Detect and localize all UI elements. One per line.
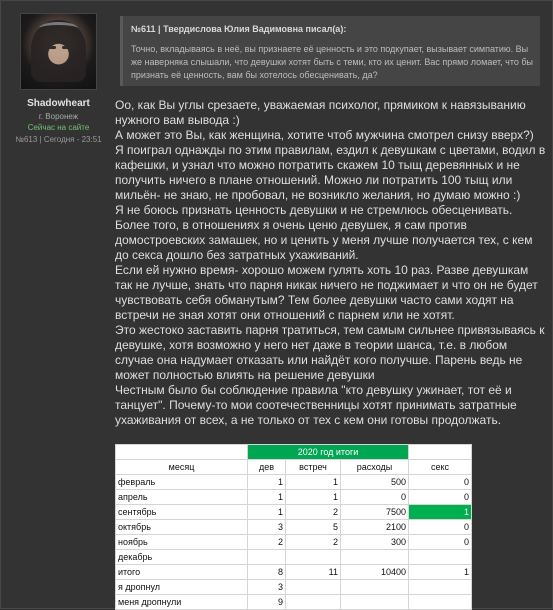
table-cell [248,550,286,565]
table-cell: 0 [341,490,409,505]
table-cell-highlight: 1 [409,505,472,520]
table-cell [286,580,341,595]
table-cell: 1 [286,475,341,490]
post-paragraph: Я поиграл однажды по этим правилам, ездил к девушкам с цветами, водил в кафешки, и узнал что можно потратить скажем 10 тыщ деревянных и не получить ничего в плане отношений. Можно ли потратить 100 тыщ или мильён- не знаю, не пробовал, не возникло желания, но думаю можно :) [115,143,546,202]
table-cell [409,595,472,610]
table-cell: 3 [248,520,286,535]
table-row [116,565,472,580]
table-cell: 2 [286,505,341,520]
post-paragraph: Я не боюсь признать ценность девушки и не стремлюсь обесценивать. [115,203,513,217]
table-cell: 7500 [341,505,409,520]
user-panel [7,9,110,144]
table-cell: сентябрь [116,505,248,520]
header-girls: дев [248,460,286,475]
table-cell: 2100 [341,520,409,535]
table-empty-cell [409,445,472,460]
table-cell: 1 [248,490,286,505]
table-cell: апрель [116,490,248,505]
quote-text: Точно, вкладываясь в неё, вы признаете её ценность и это подкупает, вызывает симпатию. Вы же наверняка слышали, что девушки хотят быть с теми, кто их ценит. Вас прямо ломает, что бы признать её ценность, вам бы хотелось обесценивать, да? [131,44,533,80]
header-month: месяц [116,460,248,475]
table-cell: 1 [286,490,341,505]
table-row [116,475,472,490]
table-cell: 2 [286,535,341,550]
table-cell: 9 [248,595,286,610]
table-row [116,490,472,505]
summary-table [115,444,472,610]
table-cell: ноябрь [116,535,248,550]
table-row [116,580,472,595]
avatar-eye-left [49,46,56,49]
table-cell: 3 [248,580,286,595]
table-cell: 0 [409,520,472,535]
table-cell: 0 [409,535,472,550]
table-cell [286,595,341,610]
username[interactable]: Shadowheart [27,98,90,109]
post-paragraph: Если ей нужно время- хорошо можем гулять хоть 10 раз. Разве девушкам так не лучше, знать что парня никак ничего не поджимает и что он не будет чувствовать себя обманутым? Тем более девушки часто сами ходят на встречи не зная хотят они отношений с парнем или не хотят. [115,263,538,322]
table-empty-cell [116,445,248,460]
table-cell: февраль [116,475,248,490]
table-title: 2020 год итоги [248,445,409,460]
table-cell: 5 [286,520,341,535]
avatar-crown [39,22,78,35]
table-cell: 500 [341,475,409,490]
table-cell: октябрь [116,520,248,535]
table-row [116,505,472,520]
table-cell: я дропнул [116,580,248,595]
post-paragraph: Это жестоко заставить парня тратиться, тем самым сильнее привязываясь к девушке, хотя возможно у него нет даже в теории шанса, т.е. в любом случае она надумает отказать или найдёт кого получше. Парень ведь не может полностью влиять на решение девушки [115,323,545,382]
table-row [116,550,472,565]
post-meta: №613 | Сегодня - 23:51 [15,135,102,144]
user-location: г. Воронеж [38,112,79,121]
table-header-row [116,460,472,475]
table-cell: 1 [409,565,472,580]
post-paragraph: А может это Вы, как женщина, хотите чтоб мужчина смотрел снизу вверх?) [115,128,534,142]
table-row [116,520,472,535]
table-cell [341,595,409,610]
user-status: Сейчас на сайте [27,123,90,132]
table-cell: итого [116,565,248,580]
table-cell: 0 [409,475,472,490]
table-cell: 1 [248,475,286,490]
table-cell: 11 [286,565,341,580]
post-paragraph: Честным было бы соблюдение правила "кто девушку ужинает, тот её и танцует". Почему-то мои соотечественницы хотят принимать затратные ухаживания от всех, а не только от тех с кем они готовы продолжать. [115,383,517,427]
avatar-eye-right [62,46,69,49]
header-expenses: расходы [341,460,409,475]
table-cell: 2 [248,535,286,550]
quote-header[interactable]: №611 | Твердислова Юлия Вадимовна писал(а): [131,24,347,34]
header-sex: секс [409,460,472,475]
table-cell [409,580,472,595]
post-paragraph: Оо, как Вы углы срезаете, уважаемая психолог, прямиком к навязыванию нужного вам вывода :) [115,98,526,127]
quoted-message [120,16,540,86]
table-cell [341,580,409,595]
table-cell [286,550,341,565]
table-row [116,595,472,610]
table-row [116,535,472,550]
table-cell [409,550,472,565]
table-cell: 1 [248,505,286,520]
post-paragraph: Более того, в отношениях я очень ценю девушек, я сам против домостроевских замашек, но и ценить у меня лучше получается тех, с кем до секса дошло без затратных ухаживаний. [115,218,533,262]
table-cell: 10400 [341,565,409,580]
header-meetings: встреч [286,460,341,475]
table-cell: 0 [409,490,472,505]
table-cell: меня дропнули [116,595,248,610]
table-cell: декабрь [116,550,248,565]
user-avatar[interactable] [20,13,97,90]
table-cell [341,550,409,565]
table-cell: 300 [341,535,409,550]
table-cell: 8 [248,565,286,580]
post-body [115,98,548,428]
